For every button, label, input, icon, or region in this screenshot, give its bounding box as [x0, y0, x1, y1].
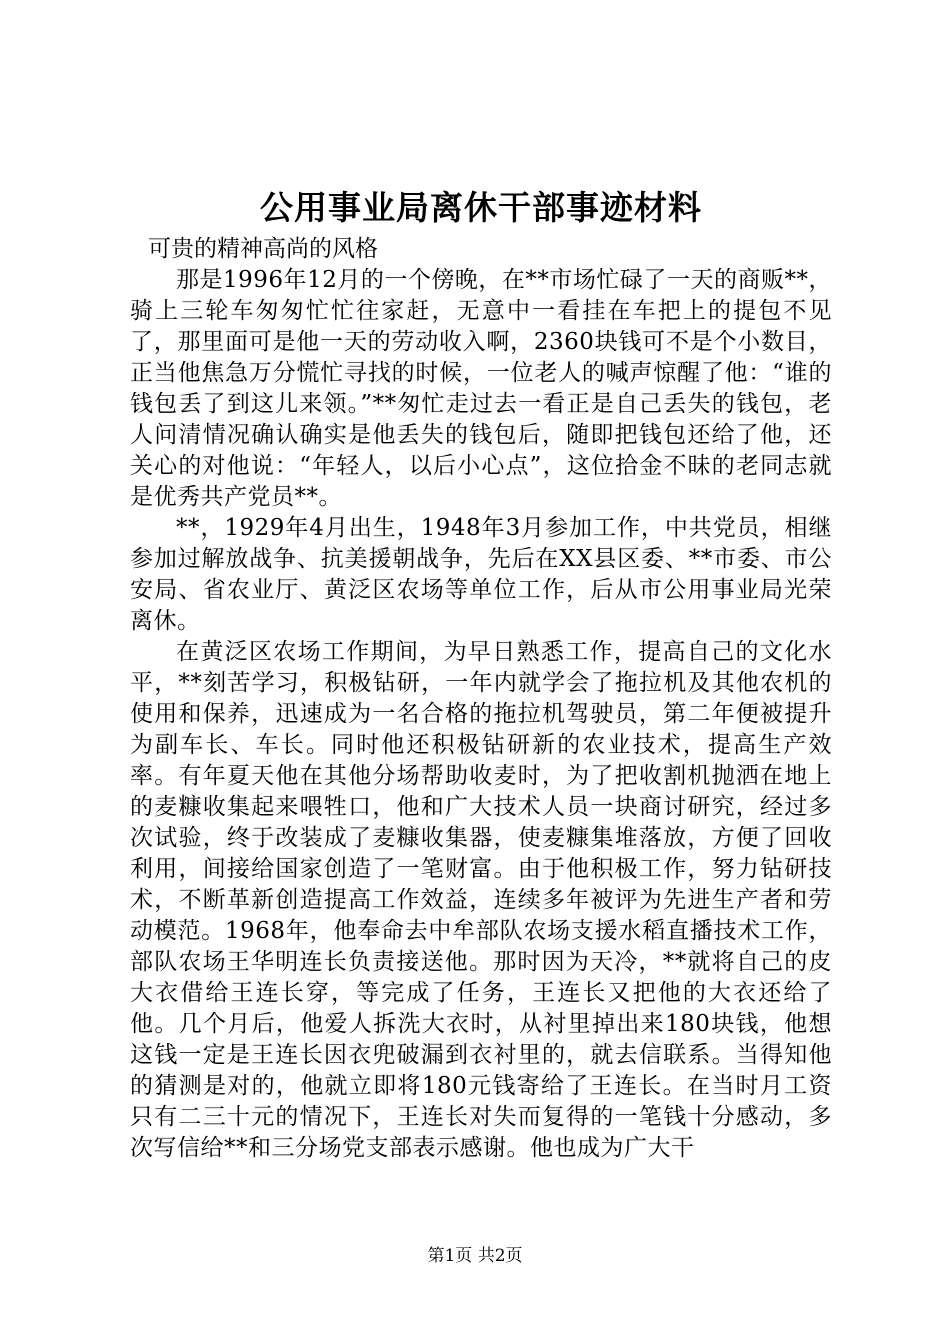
paragraph-1: 那是1996年12月的一个傍晚，在**市场忙碌了一天的商贩**，骑上三轮车匆匆忙忙往家赶，无意中一看挂在车把上的提包不见了，那里面可是他一天的劳动收入啊，2360块钱可不是个小数目，正当他焦急万分慌忙寻找的时候，一位老人的喊声惊醒了他：“谁的钱包丢了到这儿来领。”**匆忙走过去一看正是自己丢失的钱包，老人问清情况确认确实是他丢失的钱包后，随即把钱包还给了他，还关心的对他说：“年轻人，以后小心点”，这位拾金不昧的老同志就是优秀共产党员**。 — [130, 267, 832, 510]
document-title: 公用事业局离休干部事迹材料 — [260, 188, 702, 227]
paragraph-2: **，1929年4月出生，1948年3月参加工作，中共党员，相继参加过解放战争、抗美援朝战争，先后在XX县区委、**市委、市公安局、省农业厅、黄泛区农场等单位工作，后从市公用事业局光荣离休。 — [130, 515, 832, 634]
page-footer: 第1页 共2页 — [427, 1246, 523, 1266]
paragraph-3: 在黄泛区农场工作期间，为早日熟悉工作，提高自己的文化水平，**刻苦学习，积极钻研，一年内就学会了拖拉机及其他农机的使用和保养，迅速成为一名合格的拖拉机驾驶员，第二年便被提升为副车长、车长。同时他还积极钻研新的农业技术，提高生产效率。有年夏天他在其他分场帮助收麦时，为了把收割机抛洒在地上的麦糠收集起来喂牲口，他和广大技术人员一块商讨研究，经过多次试验，终于改装成了麦糠收集器，使麦糠集堆落放，方便了回收利用，间接给国家创造了一笔财富。由于他积极工作，努力钻研技术，不断革新创造提高工作效益，连续多年被评为先进生产者和劳动模范。1968年，他奉命去中牟部队农场支援水稻直播技术工作，部队农场王华明连长负责接送他。那时因为天冷，**就将自己的皮大衣借给王连长穿，等完成了任务，王连长又把他的大衣还给了他。几个月后，他爱人拆洗大衣时，从衬里掉出来180块钱，他想这钱一定是王连长因衣兜破漏到衣衬里的，就去信联系。当得知他的猜测是对的，他就立即将180元钱寄给了王连长。在当时月工资只有二三十元的情况下，王连长对失而复得的一笔钱十分感动，多次写信给**和三分场党支部表示感谢。他也成为广大干 — [130, 639, 832, 1161]
document-body — [130, 182, 832, 1164]
document-subtitle: 可贵的精神高尚的风格 — [148, 236, 378, 262]
